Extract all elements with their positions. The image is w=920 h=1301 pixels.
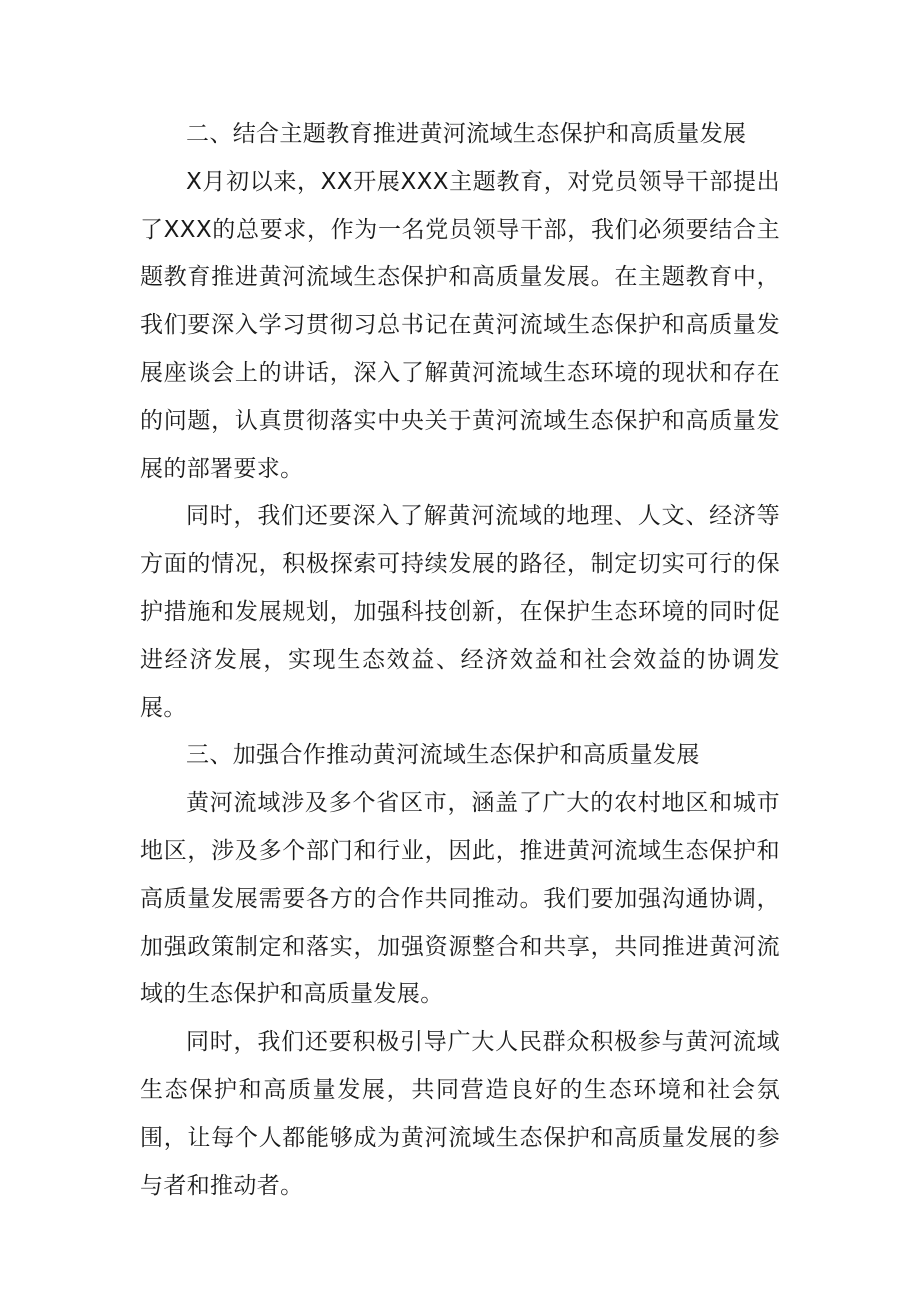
section-heading-2: 二、结合主题教育推进黄河流域生态保护和高质量发展	[186, 121, 747, 147]
section-heading-3: 三、加强合作推动黄河流域生态保护和高质量发展	[186, 742, 700, 769]
body-paragraph: 同时，我们还要深入了解黄河流域的地理、人文、经济等方面的情况，积极探索可持续发展的路径，制定切实可行的保护措施和发展规划，加强科技创新，在保护生态环境的同时促进经济发展，实现生态效益、经济效益和社会效益的协调发展。	[140, 503, 780, 721]
document-body	[140, 111, 780, 1210]
body-paragraph: 黄河流域涉及多个省区市，涵盖了广大的农村地区和城市地区，涉及多个部门和行业，因此，推进黄河流域生态保护和高质量发展需要各方的合作共同推动。我们要加强沟通协调，加强政策制定和落实，加强资源整合和共享，共同推进黄河流域的生态保护和高质量发展。	[140, 790, 780, 1008]
body-paragraph: 同时，我们还要积极引导广大人民群众积极参与黄河流域生态保护和高质量发展，共同营造良好的生态环境和社会氛围，让每个人都能够成为黄河流域生态保护和高质量发展的参与者和推动者。	[140, 1029, 780, 1199]
body-paragraph: X月初以来，XX开展XXX主题教育，对党员领导干部提出了XXX的总要求，作为一名党员领导干部，我们必须要结合主题教育推进黄河流域生态保护和高质量发展。在主题教育中，我们要深入学习贯彻习总书记在黄河流域生态保护和高质量发展座谈会上的讲话，深入了解黄河流域生态环境的现状和存在的问题，认真贯彻落实中央关于黄河流域生态保护和高质量发展的部署要求。	[140, 168, 780, 482]
